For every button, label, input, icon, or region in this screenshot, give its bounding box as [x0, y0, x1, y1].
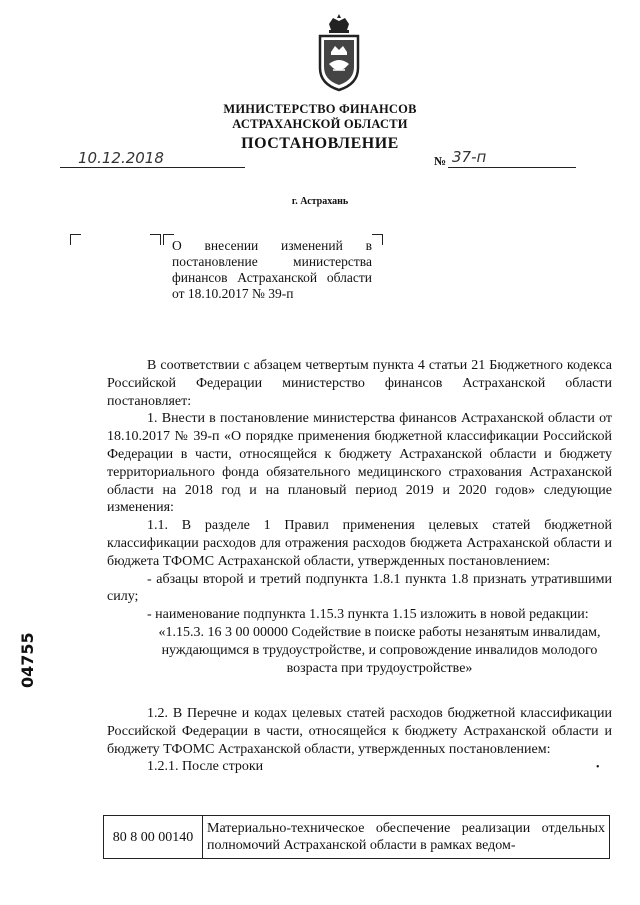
budget-table	[103, 815, 610, 859]
number-sign: №	[434, 154, 447, 168]
subject-corner-left	[70, 234, 81, 245]
table-cell-description: Материально-техническое обеспечение реализации отдельных полномочий Астраханской области в рамках ведом-	[203, 816, 610, 859]
table-cell-code: 80 8 00 00140	[104, 816, 203, 859]
city-name: г. Астрахань	[291, 196, 349, 207]
decree-date: 10.12.2018	[78, 149, 164, 167]
body-paragraph: В соответствии с абзацем четвертым пункта 4 статьи 21 Бюджетного кодекса Российской Федерации министерство финансов Астраханской области постановляет:	[107, 358, 612, 409]
subject-corner-right	[372, 234, 383, 245]
side-number: 04755	[18, 632, 37, 688]
body-paragraph: - наименование подпункта 1.15.3 пункта 1.15 изложить в новой редакции:	[147, 607, 589, 623]
body-block-2	[107, 705, 612, 776]
quoted-paragraph: «1.15.3. 16 3 00 00000 Содействие в поиске работы незанятым инвалидам, нуждающимся в трудоустройстве, и сопровождение инвалидов молодого возраста при трудоустройстве»	[158, 624, 601, 676]
decree-number: 37-п	[452, 148, 487, 166]
date-underline	[60, 167, 245, 168]
body-paragraph: 1.2.1. После строки	[147, 759, 264, 775]
body-block-1	[107, 357, 612, 677]
ministry-name-line2: АСТРАХАНСКОЙ ОБЛАСТИ	[232, 117, 408, 131]
subject-corner-mid	[150, 234, 161, 245]
decree-subject: О внесении изменений в постановление министерства финансов Астраханской области от 18.10.2017 № 39-п	[172, 238, 372, 301]
body-paragraph: - абзацы второй и третий подпункта 1.8.1 пункта 1.8 признать утратившими силу;	[107, 571, 612, 605]
body-paragraph: 1. Внести в постановление министерства финансов Астраханской области от 18.10.2017 № 39-п «О порядке применения бюджетной классификации Российской Федерации в части, относящейся к бюджету Астраханской области и бюджету территориального фонда обязательного медицинского страхования Астраханской области на 2018 год и на плановый период 2019 и 2020 годов» следующие изменения:	[107, 411, 612, 516]
body-paragraph: 1.2. В Перечне и кодах целевых статей расходов бюджетной классификации Российской Федерации в части, относящейся к бюджету Астраханской области и бюджету ТФОМС Астраханской области, утвержденных постановлением:	[107, 706, 612, 757]
body-paragraph: 1.1. В разделе 1 Правил применения целевых статей бюджетной классификации расходов для отражения расходов бюджета Астраханской области и бюджета ТФОМС Астраханской области, утвержденных постановлением:	[107, 518, 612, 569]
number-underline	[448, 167, 576, 168]
stray-mark: •	[596, 762, 600, 773]
document-type: ПОСТАНОВЛЕНИЕ	[241, 135, 399, 152]
coat-of-arms-icon	[317, 12, 361, 92]
ministry-name-line1: МИНИСТЕРСТВО ФИНАНСОВ	[223, 102, 417, 116]
table-row	[104, 816, 610, 859]
